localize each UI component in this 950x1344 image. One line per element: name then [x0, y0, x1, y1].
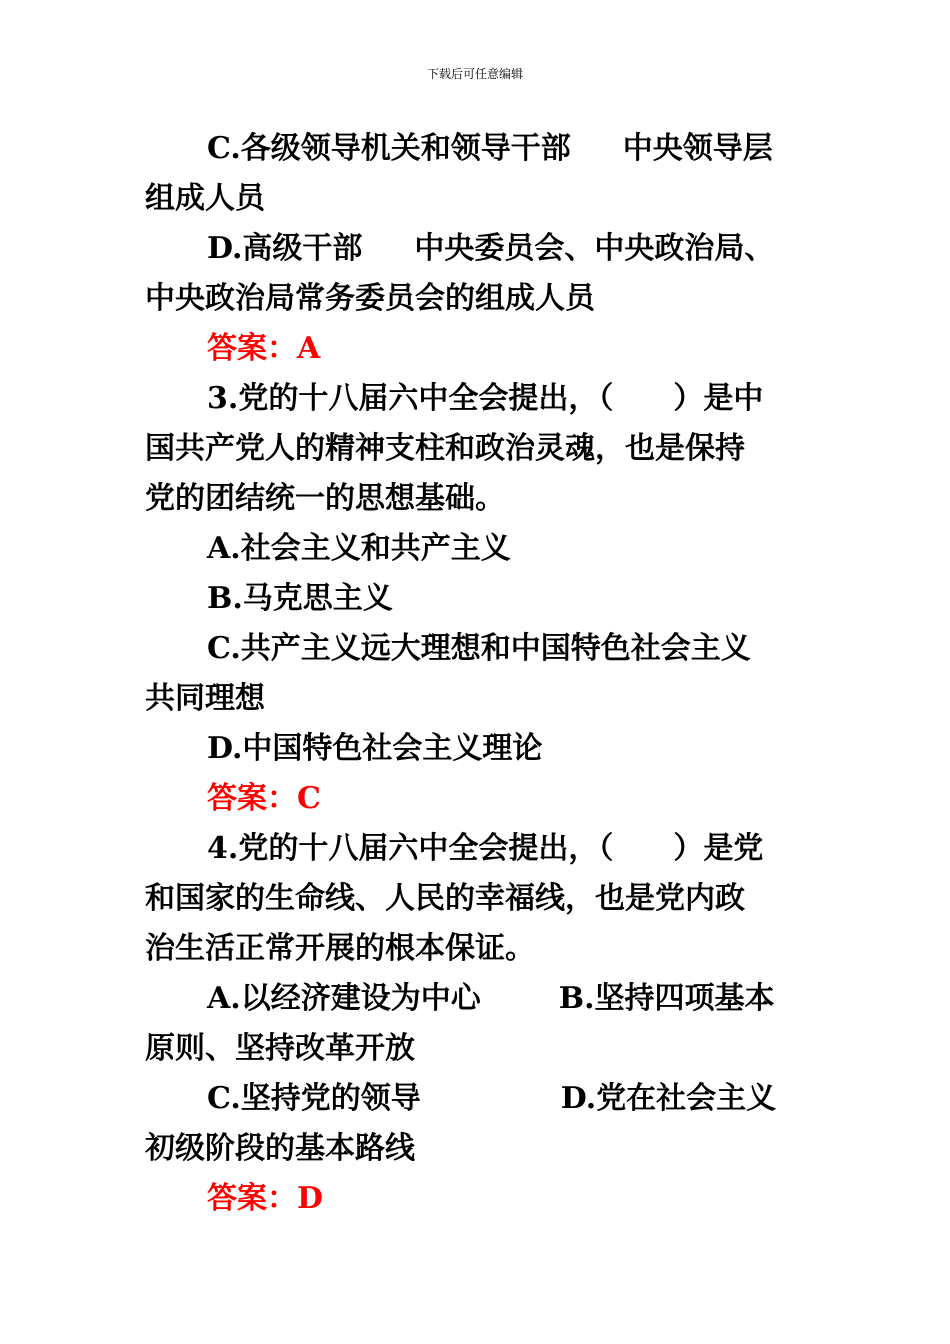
q3-option-d: D.中国特色社会主义理论	[207, 731, 543, 766]
q4-stem-line-2: 和国家的生命线、人民的幸福线，也是党内政	[145, 881, 745, 916]
q4-option-d-wrap: 初级阶段的基本路线	[145, 1131, 415, 1166]
q4-stem-line-1: 4.党的十八届六中全会提出，（ ）是党	[207, 831, 764, 866]
q3-option-c-wrap: 共同理想	[145, 681, 265, 716]
document-body	[145, 124, 810, 1224]
q3-stem-line-1: 3.党的十八届六中全会提出，（ ）是中	[207, 381, 764, 416]
q2-option-c-wrap: 组成人员	[145, 181, 265, 216]
q3-option-b: B.马克思主义	[207, 581, 393, 616]
q4-options-ab: A.以经济建设为中心 B.坚持四项基本	[207, 981, 775, 1016]
q4-stem-line-3: 治生活正常开展的根本保证。	[145, 931, 535, 966]
q4-options-cd: C.坚持党的领导 D.党在社会主义	[207, 1081, 777, 1116]
page-header: 下载后可任意编辑	[426, 67, 523, 81]
q2-option-d-wrap: 中央政治局常务委员会的组成人员	[145, 281, 595, 316]
q3-stem-line-2: 国共产党人的精神支柱和政治灵魂，也是保持	[145, 431, 745, 466]
q3-stem-line-3: 党的团结统一的思想基础。	[145, 481, 505, 516]
q4-option-b-wrap: 原则、坚持改革开放	[145, 1031, 415, 1066]
q3-answer: 答案：C	[207, 781, 321, 816]
q2-option-c: C.各级领导机关和领导干部 中央领导层	[207, 131, 773, 166]
q4-answer: 答案：D	[207, 1181, 324, 1216]
q3-option-a: A.社会主义和共产主义	[207, 531, 511, 566]
q3-option-c: C.共产主义远大理想和中国特色社会主义	[207, 631, 751, 666]
q2-answer: 答案：A	[207, 331, 321, 366]
q2-option-d: D.高级干部 中央委员会、中央政治局、	[207, 231, 775, 266]
